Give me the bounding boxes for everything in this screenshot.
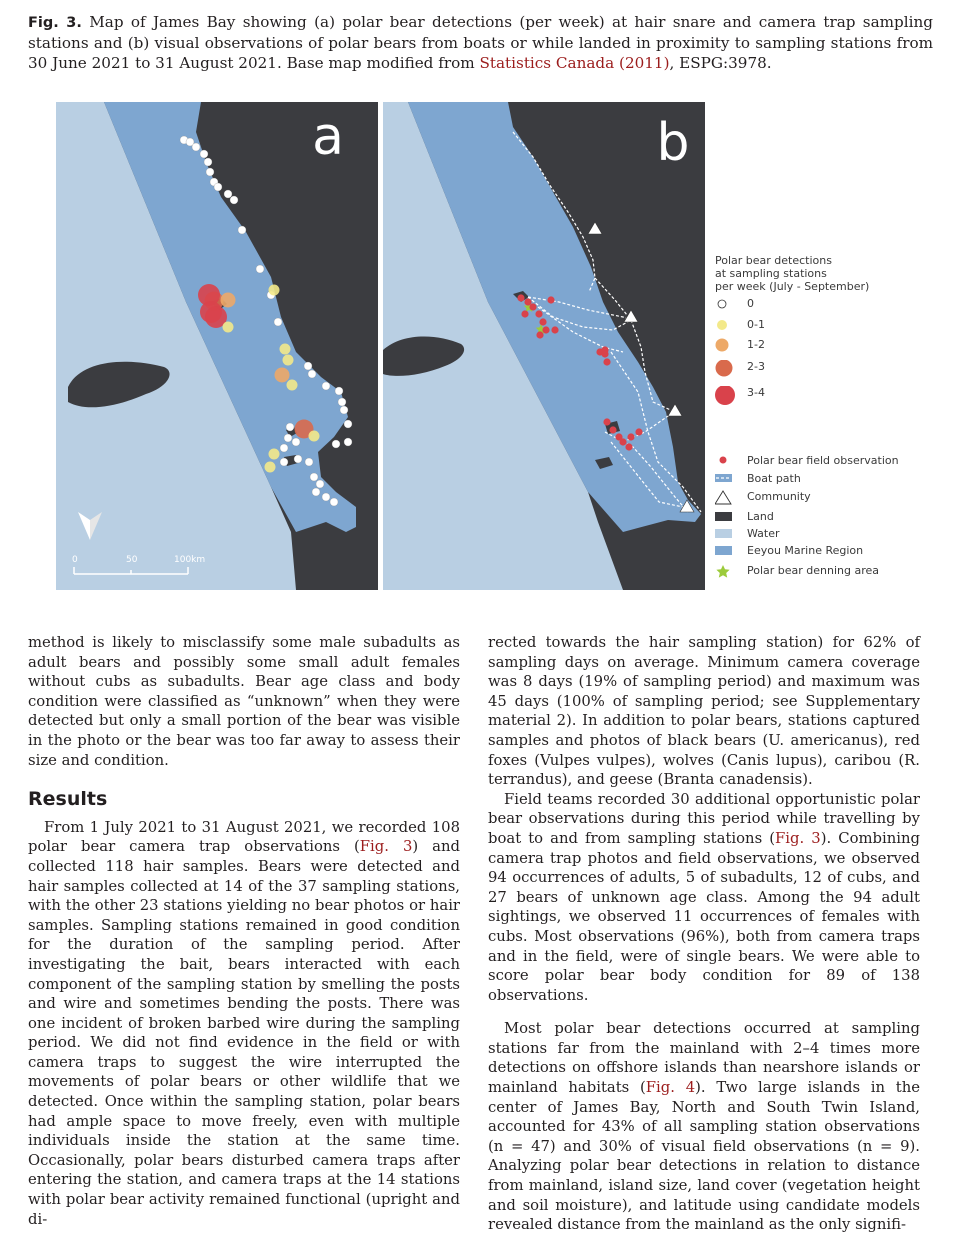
station-marker bbox=[287, 380, 298, 391]
station-marker bbox=[221, 293, 236, 308]
station-marker bbox=[284, 434, 292, 442]
section-heading-results: Results bbox=[28, 788, 108, 811]
caption-reference-link[interactable]: Statistics Canada (2011) bbox=[479, 54, 670, 72]
station-marker bbox=[206, 168, 214, 176]
legend-title-line: Polar bear detections bbox=[715, 254, 832, 267]
station-marker bbox=[204, 158, 212, 166]
field-observation-marker bbox=[627, 433, 634, 440]
station-marker bbox=[214, 183, 222, 191]
field-observation-marker bbox=[542, 326, 549, 333]
station-marker bbox=[269, 449, 280, 460]
station-marker bbox=[322, 382, 330, 390]
station-marker bbox=[310, 473, 318, 481]
field-observation-marker bbox=[609, 426, 616, 433]
legend-title-line: per week (July - September) bbox=[715, 280, 870, 293]
field-observation-marker bbox=[625, 443, 632, 450]
station-marker bbox=[338, 398, 346, 406]
map-legend: Polar bear detections at sampling stations per week (July - September) 0 0-1 1-2 2-3 3-4 Polar bear field observation Boat path Community Land Water Eeyou Marine Region Polar bear denning area bbox=[715, 254, 899, 577]
station-marker bbox=[312, 488, 320, 496]
station-marker bbox=[280, 458, 288, 466]
station-marker bbox=[238, 226, 246, 234]
station-marker bbox=[332, 440, 340, 448]
field-observation-marker bbox=[547, 296, 554, 303]
figure-reference-link[interactable]: Fig. 3 bbox=[359, 838, 413, 856]
field-observation-marker bbox=[603, 358, 610, 365]
station-marker bbox=[316, 480, 324, 488]
station-marker bbox=[223, 322, 234, 333]
station-marker bbox=[322, 493, 330, 501]
field-observation-marker bbox=[601, 346, 608, 353]
station-marker bbox=[292, 438, 300, 446]
station-marker bbox=[286, 423, 294, 431]
field-observation-marker bbox=[635, 428, 642, 435]
station-marker bbox=[230, 196, 238, 204]
scale-tick-50: 50 bbox=[126, 555, 138, 565]
field-observation-marker bbox=[603, 418, 610, 425]
paragraph: Most polar bear detections occurred at sampling stations far from the mainland with 2–4 times more detections on offshore islands than nearshore islands or mainland habitats (Fig. 4). Two large islands in the center of James Bay, North and South Twin Island, accounted for 43% of all sampling station observations (n = 47) and 30% of visual field observations (n = 9). Analyzing polar bear detections in relation to distance from mainland, island size, land cover (vegetation height and soil moisture), and latitude using candidate models revealed distance from the mainland as the only signifi- bbox=[488, 1020, 920, 1234]
station-marker bbox=[200, 150, 208, 158]
station-marker bbox=[335, 387, 343, 395]
body-column-right bbox=[488, 633, 920, 1235]
map-panel-b bbox=[383, 102, 705, 590]
station-marker bbox=[275, 368, 290, 383]
station-marker bbox=[344, 438, 352, 446]
station-marker bbox=[274, 318, 282, 326]
station-marker bbox=[283, 355, 294, 366]
station-marker bbox=[330, 498, 338, 506]
field-observation-marker bbox=[517, 294, 524, 301]
field-observation-marker bbox=[521, 310, 528, 317]
station-marker bbox=[344, 420, 352, 428]
body-column-left bbox=[28, 633, 460, 1229]
station-marker bbox=[340, 406, 348, 414]
field-observation-marker bbox=[529, 303, 536, 310]
station-marker bbox=[192, 143, 200, 151]
station-marker bbox=[294, 455, 302, 463]
scale-tick-0: 0 bbox=[72, 555, 78, 565]
paragraph: method is likely to misclassify some male subadults as adult bears and possibly some small adult females without cubs as subadults. Bear age class and body condition were classified as “unknown” when they were detected but only a small portion of the bear was visible in the photo or the bear was too far away to assess their size and condition. bbox=[28, 634, 460, 769]
caption-text: Map of James Bay showing (a) polar bear detections (per week) at hair snare and camera trap sampling stations and (b) visual observations of polar bears from boats or while landed in proximity to sampling stations from 30 June 2021 to 31 August 2021. Base map modified from bbox=[28, 13, 933, 72]
station-marker bbox=[280, 344, 291, 355]
station-marker bbox=[309, 431, 320, 442]
station-marker bbox=[269, 285, 280, 296]
station-marker bbox=[280, 444, 288, 452]
station-marker bbox=[265, 462, 276, 473]
station-marker bbox=[305, 458, 313, 466]
figure-label: Fig. 3. bbox=[28, 15, 82, 31]
field-observation-marker bbox=[539, 318, 546, 325]
field-observation-marker bbox=[535, 310, 542, 317]
station-marker bbox=[304, 362, 312, 370]
panel-label-b: b bbox=[656, 113, 690, 173]
panel-label-a: a bbox=[312, 107, 344, 167]
field-observation-marker bbox=[536, 331, 543, 338]
station-marker bbox=[308, 370, 316, 378]
paragraph: rected towards the hair sampling station) for 62% of sampling days on average. Minimum camera coverage was 8 days (19% of sampling period) and maximum was 45 days (100% of sampling period; see Supplementary material 2). In addition to polar bears, stations captured samples and photos of black bears (U. americanus), red foxes (Vulpes vulpes), wolves (Canis lupus), caribou (R. terrandus), and geese (Branta canadensis). bbox=[488, 634, 920, 789]
figure-reference-link[interactable]: Fig. 3 bbox=[775, 829, 821, 847]
figure-caption bbox=[28, 12, 933, 73]
figure-reference-link[interactable]: Fig. 4 bbox=[645, 1079, 696, 1097]
caption-text-end: , ESPG:3978. bbox=[669, 54, 772, 72]
legend-title-line: at sampling stations bbox=[715, 267, 827, 280]
station-marker bbox=[256, 265, 264, 273]
scale-tick-100km: 100km bbox=[174, 555, 206, 565]
field-observation-marker bbox=[619, 438, 626, 445]
map-panel-a bbox=[56, 102, 378, 590]
field-observation-marker bbox=[551, 326, 558, 333]
station-marker bbox=[224, 190, 232, 198]
paragraph: Field teams recorded 30 additional opportunistic polar bear observations during this period while travelling by boat to and from sampling stations (Fig. 3). Combining camera trap photos and field observations, we observed 94 occurrences of adults, 5 of subadults, 12 of cubs, and 27 bears of unknown age class. Among the 94 adult sightings, we observed 11 occurrences of females with cubs. Most observations (96%), both from camera traps and in the field, were of single bears. We were able to score polar bear body condition for 89 of 138 observations. bbox=[488, 790, 920, 1004]
paragraph: From 1 July 2021 to 31 August 2021, we recorded 108 polar bear camera trap observations (Fig. 3) and collected 118 hair samples. Bears were detected and hair samples collected at 14 of the 37 sampling stations, with the other 23 stations yielding no bear photos or hair samples. Sampling stations remained in good condition for the duration of the sampling period. After investigating the bait, bears interacted with each component of the sampling station by smelling the posts and wire and sometimes bending the posts. There was one incident of broken barbed wire during the sampling period. We did not find evidence in the field or with camera traps to suggest the wire interrupted the movements of polar bears or other wildlife that we detected. Once within the sampling station, polar bears had ample space to move freely, even with multiple individuals inside the station at the same time. Occasionally, polar bears disturbed camera traps after entering the station, and camera traps at the 14 stations with polar bear activity remained functional (upright and di- bbox=[28, 818, 460, 1228]
